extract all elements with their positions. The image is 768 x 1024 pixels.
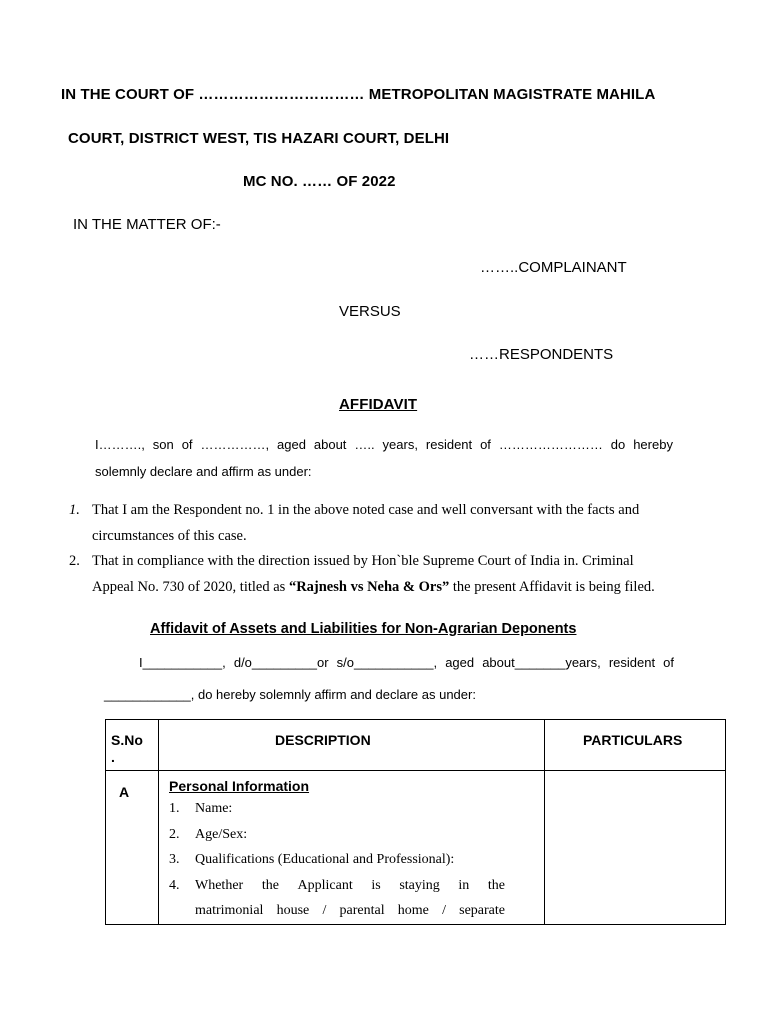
table-header-row [106,720,726,771]
intro-of: of [181,437,193,452]
intro-about: about [313,437,347,452]
intro-hereby: hereby [633,437,673,452]
assets-do: d/o_________or [233,655,329,670]
section-title: Personal Information [169,778,310,794]
word: staying [399,877,440,893]
intro-do: do [610,437,626,452]
intro-son: son [152,437,174,452]
assets-intro-line2: ____________, do hereby solemnly affirm and declare as under: [104,687,476,702]
complainant-label: ……..COMPLAINANT [480,259,627,276]
word: Applicant [297,877,353,893]
intro-i: I………., [95,437,145,452]
item-text: Age/Sex: [195,826,248,842]
header-particulars-cell [545,720,726,771]
point-2-pre: Appeal No. 730 of 2020, titled as [92,579,289,595]
list-item [169,847,544,873]
word: / [442,903,446,918]
assets-title: Affidavit of Assets and Liabilities for Non-Agrarian Deponents [150,621,577,637]
header-description-cell [159,720,545,771]
word: home [397,903,429,918]
intro-aged: aged [277,437,306,452]
list-item [169,873,544,924]
personal-info-list [169,796,544,924]
intro-resident: resident [425,437,473,452]
intro-years: years, [382,437,418,452]
list-item [169,796,544,822]
point-number: 2. [69,553,80,569]
assets-i: I___________, [139,655,226,670]
versus-label: VERSUS [339,303,401,320]
point-2-line2 [92,574,655,600]
intro-father-blank: ……………, [200,437,270,452]
word: in [458,877,470,893]
header-particulars: PARTICULARS [583,732,683,748]
item-4-line1 [195,873,505,899]
word: parental [339,903,385,918]
assets-about: about_______years, [482,655,601,670]
intro-of2: of [480,437,491,452]
item-text: Name: [195,801,233,816]
assets-table [105,719,726,925]
item-text: Qualifications (Educational and Professional): [195,852,455,867]
affidavit-intro-line1 [95,437,673,452]
assets-of: of [663,655,674,670]
affidavit-title: AFFIDAVIT [339,396,418,413]
assets-intro-line1 [139,655,674,670]
respondents-label: ……RESPONDENTS [469,346,614,363]
assets-aged: aged [445,655,475,670]
header-sno-cell [106,720,159,771]
point-1-line2: circumstances of this case. [92,528,247,544]
item-4-line2 [195,898,505,924]
word: Whether [195,877,244,893]
matter-label: IN THE MATTER OF:- [73,216,221,233]
row-sno: A [119,784,130,800]
assets-resident: resident [608,655,656,670]
item-number: 4. [169,877,180,893]
table-row [106,771,726,925]
affidavit-intro-line2: solemnly declare and affirm as under: [95,464,312,479]
point-2-post: the present Affidavit is being filed. [449,579,655,595]
point-2-line1: That in compliance with the direction issued by Hon`ble Supreme Court of India in. Criminal [92,553,634,569]
item-number: 3. [169,852,180,867]
intro-age-blank: ….. [354,437,375,452]
item-number: 2. [169,826,180,842]
assets-so: s/o___________, [336,655,438,670]
word: separate [459,903,505,918]
intro-address-blank: …………………… [498,437,603,452]
row-description-cell [159,771,545,925]
point-number: 1. [69,502,80,518]
case-number: MC NO. …… OF 2022 [243,173,396,190]
word: house [276,903,310,918]
word: matrimonial [195,903,264,918]
word: the [261,877,279,893]
word: the [487,877,505,893]
header-description: DESCRIPTION [275,732,371,748]
list-item [169,822,544,848]
court-heading-line2: COURT, DISTRICT WEST, TIS HAZARI COURT, DELHI [68,130,450,147]
word: is [371,877,381,893]
word: / [322,903,327,918]
point-1-line1: That I am the Respondent no. 1 in the above noted case and well conversant with the facts and [92,502,640,518]
court-heading-line1: IN THE COURT OF …………………………… METROPOLITAN MAGISTRATE MAHILA [61,86,656,103]
item-number: 1. [169,801,180,816]
case-citation: “Rajnesh vs Neha & Ors” [288,579,450,595]
row-particulars-cell [545,771,726,925]
header-sno: S.No [111,732,143,748]
row-sno-cell [106,771,159,925]
header-sno-dot: . [111,749,115,765]
